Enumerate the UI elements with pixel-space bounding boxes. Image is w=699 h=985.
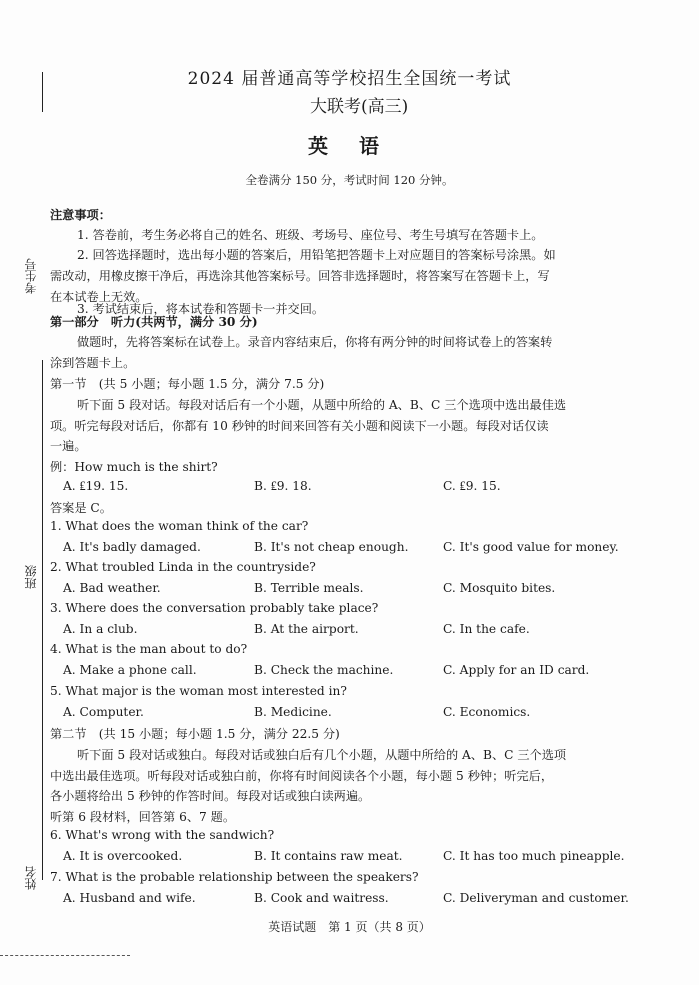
notice-item-3-visible: 3. 考试结束后，将本试卷和答题卡一并交回。	[77, 302, 325, 316]
section2-directions: 听下面 5 段对话或独白。每段对话或独白后有几个小题，从题中所给的 A、B、C 三个选项	[77, 748, 567, 762]
example-option-b: B. ₤9. 18.	[254, 479, 312, 493]
question-1: 1. What does the woman think of the car?	[50, 519, 309, 533]
q5-option-c: C. Economics.	[443, 705, 531, 719]
q2-option-a: A. Bad weather.	[63, 581, 161, 595]
q7-option-c: C. Deliveryman and customer.	[443, 891, 629, 905]
q5-option-a: A. Computer.	[63, 705, 144, 719]
section2-directions-3: 各小题将给出 5 秒钟的作答时间。每段对话或独白读两遍。	[50, 789, 371, 803]
notice-item-1: 1. 答卷前，考生务必将自己的姓名、班级、考场号、座位号、考生号填写在答题卡上。	[77, 228, 544, 242]
q7-option-b: B. Cook and waitress.	[254, 891, 389, 905]
notice-heading: 注意事项：	[50, 208, 111, 222]
question-3: 3. Where does the conversation probably take place?	[50, 601, 379, 615]
notice-item-2-end: 在本试卷上无效。	[50, 290, 148, 304]
q3-option-a: A. In a club.	[63, 622, 138, 636]
question-2: 2. What troubled Linda in the countryside?	[50, 560, 316, 574]
notice-item-2: 2. 回答选择题时，选出每小题的答案后，用铅笔把答题卡上对应题目的答案标号涂黑。如	[77, 248, 556, 262]
q6-option-c: C. It has too much pineapple.	[443, 849, 625, 863]
q4-option-b: B. Check the machine.	[254, 663, 394, 677]
section1-heading: 第一节 (共 5 小题；每小题 1.5 分，满分 7.5 分)	[50, 377, 325, 391]
q1-option-c: C. It's good value for money.	[443, 540, 619, 554]
question-6: 6. What's wrong with the sandwich?	[50, 828, 275, 842]
question-5: 5. What major is the woman most interested in?	[50, 684, 347, 698]
score-info: 全卷满分 150 分，考试时间 120 分钟。	[245, 173, 454, 187]
q1-option-a: A. It's badly damaged.	[63, 540, 201, 554]
q4-option-c: C. Apply for an ID card.	[443, 663, 590, 677]
part1-intro: 做题时，先将答案标在试卷上。录音内容结束后，你将有两分钟的时间将试卷上的答案转	[77, 335, 553, 349]
section1-directions-3: 一遍。	[50, 439, 87, 453]
q5-option-b: B. Medicine.	[254, 705, 332, 719]
example-option-a: A. ₤19. 15.	[63, 479, 129, 493]
exam-title: 2024 届普通高等学校招生全国统一考试	[187, 69, 512, 89]
example-question: 例：How much is the shirt?	[50, 460, 218, 474]
q2-option-c: C. Mosquito bites.	[443, 581, 556, 595]
section1-directions: 听下面 5 段对话。每段对话后有一个小题，从题中所给的 A、B、C 三个选项中选出最佳选	[77, 398, 567, 412]
section2-directions-2: 中选出最佳选项。听每段对话或独白前，你将有时间阅读各个小题，每小题 5 秒钟；听完后，	[50, 769, 554, 783]
part1-intro-cont: 涂到答题卡上。	[50, 356, 136, 370]
q4-option-a: A. Make a phone call.	[63, 663, 197, 677]
question-4: 4. What is the man about to do?	[50, 642, 248, 656]
page-footer: 英语试题 第 1 页（共 8 页）	[268, 920, 431, 934]
question-7: 7. What is the probable relationship between the speakers?	[50, 870, 419, 884]
q3-option-c: C. In the cafe.	[443, 622, 530, 636]
example-answer: 答案是 C。	[50, 501, 112, 515]
q6-option-a: A. It is overcooked.	[63, 849, 183, 863]
q7-option-a: A. Husband and wife.	[63, 891, 196, 905]
exam-number-label: 考生号	[24, 258, 38, 294]
section1-directions-2: 项。听完每段对话后，你都有 10 秒钟的时间来回答有关小题和阅读下一小题。每段对话仅读	[50, 419, 549, 433]
exam-subtitle: 大联考(高三)	[310, 97, 409, 117]
q2-option-b: B. Terrible meals.	[254, 581, 364, 595]
name-label: 姓名	[24, 866, 38, 890]
q1-option-b: B. It's not cheap enough.	[254, 540, 409, 554]
section2-heading: 第二节 (共 15 小题；每小题 1.5 分，满分 22.5 分)	[50, 727, 340, 741]
example-option-c: C. ₤9. 15.	[443, 479, 501, 493]
binding-line	[42, 360, 43, 880]
cut-line	[0, 955, 130, 956]
subject-title: 英 语	[308, 134, 391, 158]
part1-heading: 第一部分 听力(共两节，满分 30 分)	[50, 315, 258, 329]
q6-option-b: B. It contains raw meat.	[254, 849, 403, 863]
class-label: 班级	[24, 565, 38, 589]
section2-material: 听第 6 段材料，回答第 6、7 题。	[50, 810, 236, 824]
q3-option-b: B. At the airport.	[254, 622, 359, 636]
notice-item-2-cont: 需改动，用橡皮擦干净后，再选涂其他答案标号。回答非选择题时，将答案写在答题卡上，写	[50, 269, 550, 283]
